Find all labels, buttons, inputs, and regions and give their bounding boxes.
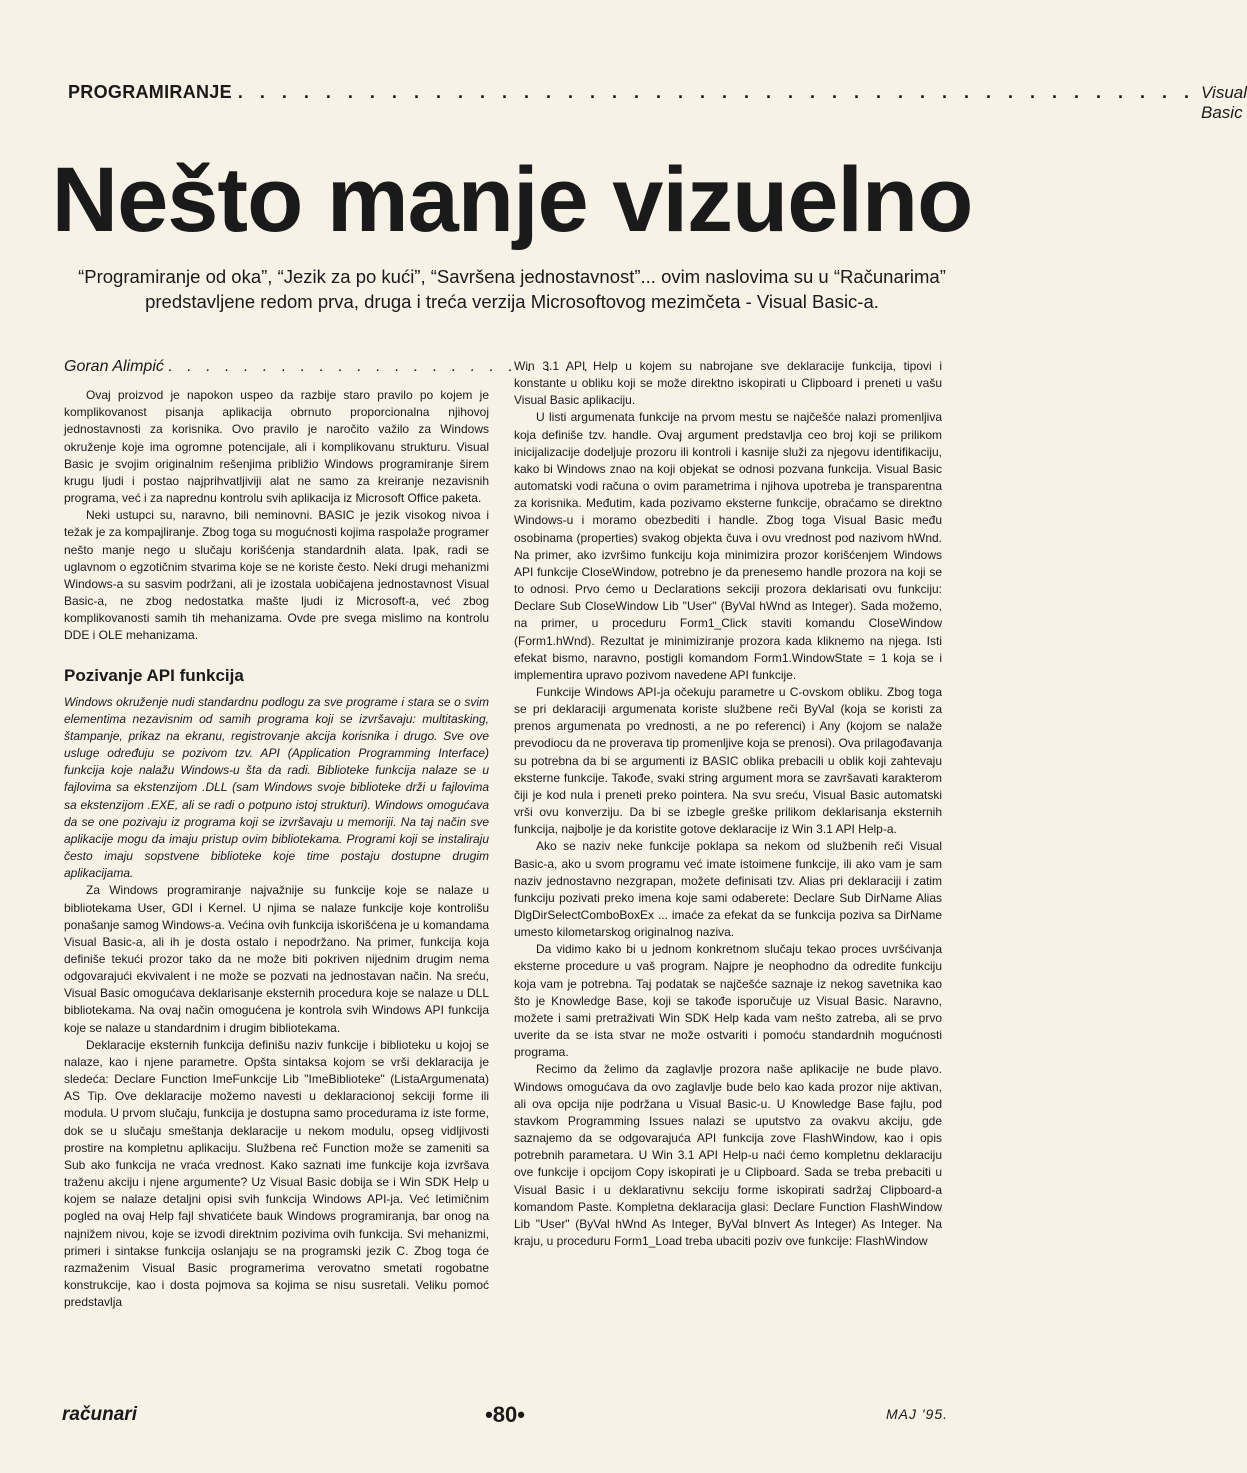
article-lead: “Programiranje od oka”, “Jezik za po kući”, “Savršena jednostavnost”... ovim naslovima su u “Računarima” predstavljene redom prva, druga i treća verzija Microsoftovog mezimčeta - Visual Basic-a. — [78, 266, 946, 312]
topic-label: Visual Basic — [1201, 83, 1247, 122]
body-paragraph: Win 3.1 API Help u kojem su nabrojane sve deklaracije funkcija, tipovi i konstante u obliku koji se može direktno iskopirati u Clipboard i preneti u vašu Visual Basic aplikaciju. — [514, 359, 942, 408]
section-label: PROGRAMIRANJE — [68, 82, 232, 102]
body-paragraph: Neki ustupci su, naravno, bili neminovni. BASIC je jezik visokog nivoa i težak je za kompajliranje. Zbog toga su mogućnosti kojima raspolaže programer nešto manje nego u slučaju korišćenja standardnih alata. Ipak, radi se uglavnom o egzotičnim stvarima koje se ne koriste često. Neki drugi mehanizmi Windows-a su sasvim podržani, ali je izostala uobičajena jednostavnost Visual Basic-a, ne zbog nedostatka maštе ljudi iz Microsoft-a, već zbog komplikovanosti samih tih mehanizama. Ovde pre svega mislimo na kontrolu DDE i OLE mehanizama. — [64, 508, 489, 643]
header-dot-leader: . . . . . . . . . . . . . . . . . . . . . . . . . . . . . . . . . . . . . . . . . . . . — [237, 82, 1196, 102]
right-column — [514, 358, 942, 1250]
page-header — [68, 82, 1247, 122]
section-heading: Pozivanje API funkcija — [64, 665, 244, 685]
body-paragraph: Ako se naziv neke funkcije poklapa sa nekom od službenih reči Visual Basic-a, ako u svom programu već imate istoimene funkcije, ili ako vam je sam naziv jednostavno nezgrapan, možete definisati tzv. Alias pri deklaraciji i zatim funkciju pozivati preko imena koje sami odaberete: Declare Sub DirName Alias DlgDirSelectComboBoxEx ... imaće za efekat da se funkcija poziva sa DirName umesto kilometarskog originalnog naziva. — [514, 839, 942, 940]
issue-date: MAJ '95. — [885, 1406, 948, 1422]
page-footer — [62, 1404, 948, 1434]
body-paragraph: Funkcije Windows API-ja očekuju parametre u C-ovskom obliku. Zbog toga se pri deklaraciji argumenata koriste službene reči ByVal (koja se koristi za prenos argumenata po vrednosti, a ne po referenci) i Any (kojom se nalaže prevodiocu da ne proverava tip promenljive koja se prenosi). Ova prilagođavanja su potrebna da bi se argumenti iz BASIC oblika prebacili u oblik koji zahtevaju eksterne funkcije. Takođe, svaki string argument mora se završavati karakterom čiji je kod nula i preneti preko pointera. Na svu sreću, Visual Basic automatski vrši ovu konverziju. Da bi se izbegle greške prilikom deklarisanja eksternih funkcija, najbolje je da koristite gotove deklaracije iz Win 3.1 API Help-a. — [514, 684, 942, 837]
body-paragraph: Ovaj proizvod je napokon uspeo da razbije staro pravilo po kojem je komplikovanost pisanja aplikacija obrnuto proporcionalna njihovoj jednostavnosti za korisnika. Ovo pravilo je naročito važilo za Windows okruženje koje ima ogromne potencijale, ali i komplikovanu strukturu. Visual Basic je svojim originalnim rešenjima približio Windows programiranje širem krugu ljudi i postao najprihvatljiviji alat ne samo za kreiranje nezavisnih programa, već i za naprednu kontrolu svih aplikacija iz Microsoft Office paketa. — [64, 388, 489, 506]
article-title: Nešto manje vizuelno — [51, 149, 973, 251]
body-paragraph: Deklaracije eksternih funkcija definišu naziv funkcije i biblioteku u kojoj se nalaze, kao i njene parametre. Opšta sintaksa kojom se vrši deklaracija je sledeća: Declare Function ImeFunkcije Lib "ImeBiblioteke" (ListaArgumenata) AS Tip. Ove deklaracije možemo navesti u deklaracionoj sekciji forme ili modula. U prvom slučaju, funkcija je dostupna samo procedurama iz iste forme, dok se u slučaju smeštanja deklaracije u nekom modulu, opseg vidljivosti prostire na kompletnu aplikaciju. Službena reč Function može se zameniti sa Sub ako funkcija ne vraća vrednost. Kako saznati ime funkcije koja izvršava traženu akciju i njene argumente? Uz Visual Basic dobija se i Win SDK Help u kojem se nalaze detaljni opisi svih funkcija Windows API-ja. Već letimičnim pogled na ovaj Help fajl shvatićete bauk Windows programiranja, bar onog na najnižem nivou, koje se izvodi direktnim pozivima ovih funkcija. Svi mehanizmi, primeri i sintakse funkcija oslanjaju se na programski jezik C. Zbog toga će razmaženim Visual Basic programerima verovatno smetati rogobatne konstrukcije, kao i dosta pojmova sa kojima se nisu susretali. Veliku pomoć predstavlja — [64, 1037, 489, 1310]
body-paragraph: U listi argumenata funkcije na prvom mestu se najčešće nalazi promenljiva koja definiše tzv. handle. Ovaj argument predstavlja ceo broj koji se prilikom inicijalizacije dodeljuje prozoru ili kontroli i kasnije služi za njegovu identifikaciju, kako bi Windows znao na koji objekat se odnosi pozvana funkcija. Visual Basic automatski vodi računa o ovim parametrima i njihova upotreba je transparentna za korisnika. Međutim, kada pozivamo eksterne funkcije, obraćamo se direktno Windows-u i moramo obezbediti i handle. Zbog toga Visual Basic među osobinama (properties) svakog objekta čuva i ovu vrednost pod nazivom hWnd. Na primer, ako izvršimo funkciju koja minimizira prozor korišćenjem Windows API funkcije CloseWindow, potrebno je da prenesemo handle prozora na koji se to odnosi. Prvo ćemo u Declarations sekciji prozora deklarisati ovu funkciju: Declare Sub CloseWindow Lib "User" (ByVal hWnd as Integer). Sada možemo, na primer, u proceduru Form1_Click staviti komandu CloseWindow (Form1.hWnd). Rezultat je minimiziranje prozora kada kliknemo na njega. Isti efekat bismo, naravno, postigli komandom Form1.WindowState = 1 koja se i implementira upravo pozivom navedene API funkcije. — [514, 410, 942, 682]
api-intro-paragraph: Windows okruženje nudi standardnu podlogu za sve programe i stara se o svim elementima nezavisnim od samih programa koji se izvršavaju: multitasking, štampanje, prikaz na ekranu, registrovanje akcija korisnika i drugo. Sve ove usluge određuju se pozivom tzv. API (Application Programming Interface) funkcija koje nalažu Windows-u šta da radi. Biblioteke funkcija nalaze se u fajlovima sa ekstenzijom .DLL (sam Windows svoje biblioteke drži u fajlovima sa ekstenzijom .EXE, ali se radi o potpuno istoj strukturi). Windows omogućava da se one pozivaju iz programa koji se izvršavaju u memoriji. Na taj način sve aplikacije mogu da imaju pristup ovim bibliotekama. Programi koji se instaliraju često imaju sopstvene biblioteke koje time postaju dostupne drugim aplikacijama. — [64, 694, 489, 881]
body-paragraph: Da vidimo kako bi u jednom konkretnom slučaju tekao proces uvršćivanja eksterne procedure u vaš program. Najpre je neophodno da odredite funkciju koja vam je potrebna. Taj podatak se najčešće saznaje iz nekog savetnika kao što je Knowledge Base, koji se takođe isporučuje uz Visual Basic. Naravno, možete i sami pretraživati Win SDK Help kada vam nešto zatreba, ali se prvo uverite da se ista stvar ne može ostvariti i pomoću standardnih mogućnosti programa. — [514, 942, 942, 1060]
page-number: •80• — [485, 1402, 525, 1427]
author-dot-leader: . . . . . . . . . . . . . . . . . . . . . . . — [168, 358, 594, 375]
magazine-name: računari — [62, 1404, 137, 1425]
left-column — [64, 358, 594, 1311]
body-paragraph: Za Windows programiranje najvažnije su funkcije koje se nalaze u bibliotekama User, GDI i Kernel. U njima se nalaze funkcije koje kontrolišu ponašanje samog Windows-a. Većina ovih funkcija iskorišćena je u komandama Visual Basic-a, ali ih je dosta ostalo i nepodržano. Na primer, funkcija koja definiše tekući prozor tako da ne može biti pokriven nijednim drugim nema odgovarajući ekvivalent i ne može se pozvati na jednostavan način. Na sreću, Visual Basic omogućava deklarisanje eksternih procedura koje se nalaze u DLL bibliotekama. Na ovaj način omogućena je kontrola svih Windows API funkcija koje se nalaze u standardnim i drugim bibliotekama. — [64, 883, 489, 1035]
body-paragraph: Recimo da želimo da zaglavlje prozora naše aplikacije ne bude plavo. Windows omogućava da ovo zaglavlje bude belo kao kada prozor nije aktivan, ali ova opcija nije podržana u Visual Basic-u. U Knowledge Base fajlu, pod stavkom Programming Issues nalazi se uputstvo za ovakvu akciju, gde saznajemo da se odgovarajuća API funkcija zove FlashWindow, kao i opis potrebnih parametara. U Win 3.1 API Help-u naći ćemo kompletnu deklaraciju ove funkcije i opcijom Copy iskopirati je u Clipboard. Sada se treba prebaciti u Visual Basic i u deklarativnu sekciju forme iskopirati sadržaj Clipboard-a komandom Paste. Kompletna deklaracija glasi: Declare Function FlashWindow Lib "User" (ByVal hWnd As Integer, ByVal bInvert As Integer) As Integer. Na kraju, u proceduru Form1_Load treba ubaciti poziv ove funkcije: FlashWindow — [514, 1062, 942, 1248]
author-name: Goran Alimpić — [64, 358, 164, 375]
author-line — [64, 358, 594, 375]
